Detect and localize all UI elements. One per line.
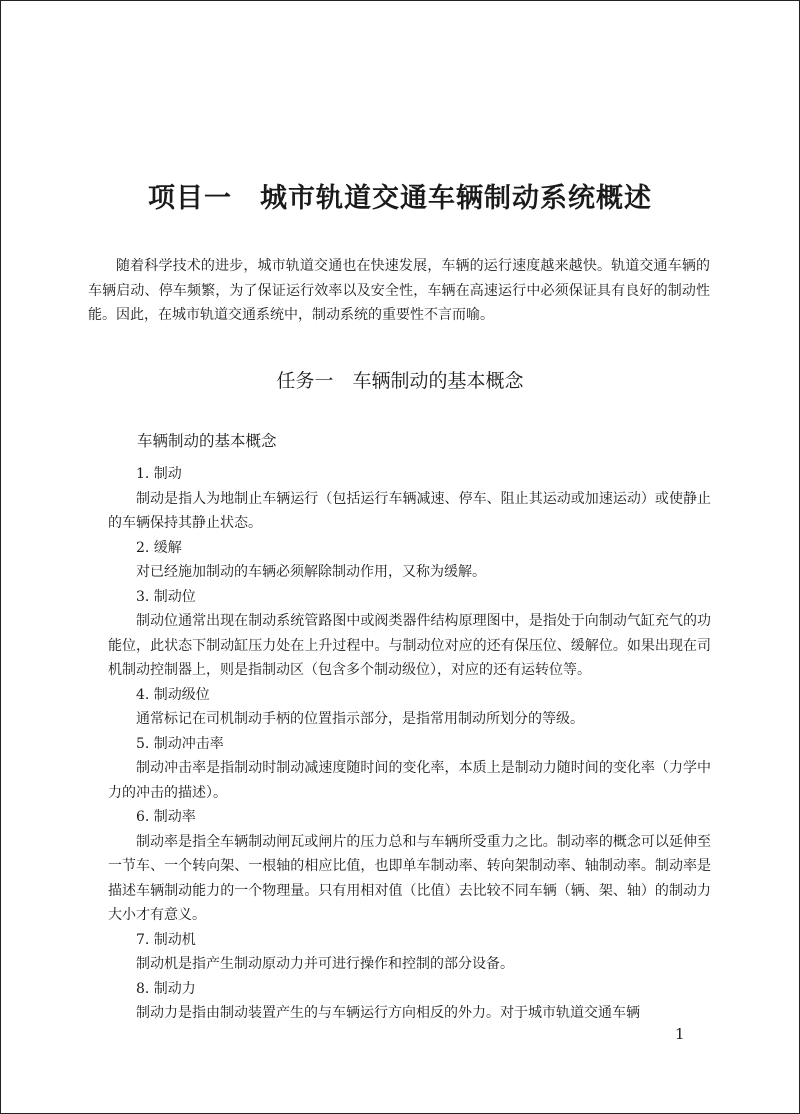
section-title: 车辆制动的基本概念 (137, 432, 277, 450)
definition-brake-position: 制动位通常出现在制动系统管路图中或阀类器件结构原理图中，是指处于向制动气缸充气的功能位，此状态下制动缸压力处在上升过程中。与制动位对应的还有保压位、缓解位。如果出现在司机制动控制器上，则是指制动区（包含多个制动级位），对应的还有运转位等。 (108, 613, 711, 678)
term-brake-jerk: 5. 制动冲击率 (136, 735, 224, 752)
term-brake-machine: 7. 制动机 (136, 931, 196, 948)
definition-brake-force: 制动力是指由制动装置产生的与车辆运行方向相反的外力。对于城市轨道交通车辆 (136, 1005, 640, 1021)
definition-brake-machine: 制动机是指产生制动原动力并可进行操作和控制的部分设备。 (136, 956, 514, 972)
page-number: 1 (675, 1025, 685, 1043)
term-brake-ratio: 6. 制动率 (136, 809, 196, 825)
definition-braking: 制动是指人为地制止车辆运行（包括运行车辆减速、停车、阻止其运动或加速运动）或使静止的车辆保持其静止状态。 (108, 490, 711, 531)
definition-brake-ratio: 制动率是指全车辆制动闸瓦或闸片的压力总和与车辆所受重力之比。制动率的概念可以延伸至一节车、一个转向架、一根轴的相应比值，也即单车制动率、转向架制动率、轴制动率。制动率是描述车辆制动能力的一个物理量。只有用相对值（比值）去比较不同车辆（辆、架、轴）的制动力大小才有意义。 (108, 833, 711, 923)
definition-brake-level: 通常标记在司机制动手柄的位置指示部分，是指常用制动所划分的等级。 (136, 711, 584, 727)
definition-release: 对已经施加制动的车辆必须解除制动作用，又称为缓解。 (136, 564, 486, 580)
term-brake-position: 3. 制动位 (136, 588, 196, 605)
chapter-title: 项目一 城市轨道交通车辆制动系统概述 (148, 183, 652, 214)
term-release: 2. 缓解 (136, 539, 182, 556)
task-title: 任务一 车辆制动的基本概念 (276, 370, 524, 392)
intro-paragraph: 随着科学技术的进步，城市轨道交通也在快速发展，车辆的运行速度越来越快。轨道交通车辆的车辆启动、停车频繁，为了保证运行效率以及安全性，车辆在高速运行中必须保证具有良好的制动性能。因此，在城市轨道交通系统中，制动系统的重要性不言而喻。 (88, 258, 710, 323)
term-brake-force: 8. 制动力 (136, 980, 196, 997)
term-brake-level: 4. 制动级位 (136, 686, 210, 703)
term-braking: 1. 制动 (136, 466, 182, 482)
definition-list (108, 462, 711, 1026)
definition-brake-jerk: 制动冲击率是指制动时制动减速度随时间的变化率，本质上是制动力随时间的变化率（力学中力的冲击的描述）。 (108, 760, 711, 801)
